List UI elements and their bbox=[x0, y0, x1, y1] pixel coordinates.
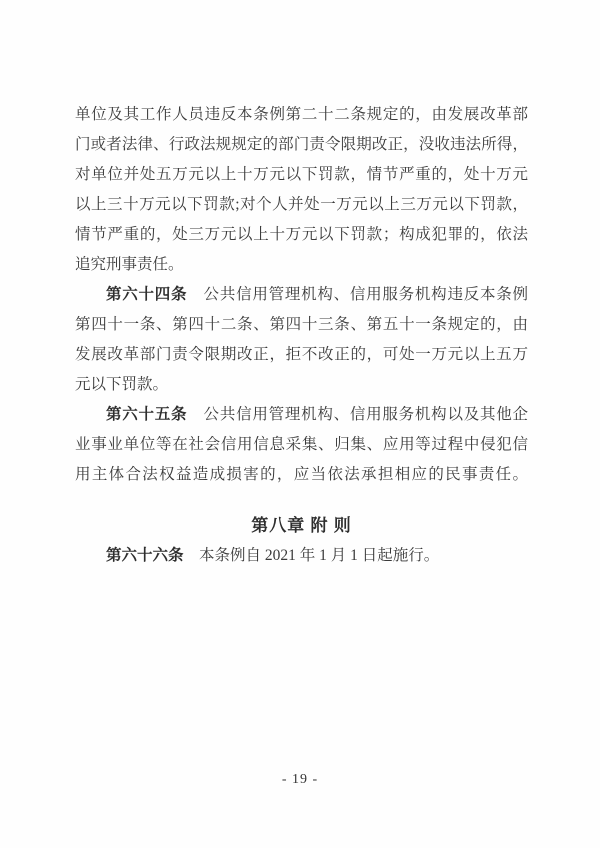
body-line: 元以下罚款。 bbox=[75, 376, 169, 393]
body-line: 以上三十万元以下罚款;对个人并处一万元以上三万元以下罚款， bbox=[75, 196, 528, 213]
body-line: 对单位并处五万元以上十万元以下罚款，情节严重的，处十万元 bbox=[75, 166, 528, 183]
body-line-text: 本条例自 2021 年 1 月 1 日起施行。 bbox=[183, 547, 440, 564]
body-line bbox=[75, 400, 528, 430]
article-number: 第六十六条 bbox=[106, 547, 184, 564]
body-line: 第四十一条、第四十二条、第四十三条、第五十一条规定的，由 bbox=[75, 316, 528, 333]
page-number: - 19 - bbox=[281, 772, 319, 787]
body-line bbox=[75, 541, 528, 571]
body-line: 门或者法律、行政法规规定的部门责令限期改正，没收违法所得， bbox=[75, 136, 528, 153]
body-line: 业事业单位等在社会信用信息采集、归集、应用等过程中侵犯信 bbox=[75, 436, 528, 453]
chapter-heading: 第八章 附 则 bbox=[251, 516, 352, 535]
body-line-text: 公共信用管理机构、信用服务机构以及其他企 bbox=[187, 406, 528, 423]
body-line bbox=[75, 280, 528, 310]
body-line: 用主体合法权益造成损害的，应当依法承担相应的民事责任。 bbox=[75, 466, 528, 483]
body-line: 发展改革部门责令限期改正，拒不改正的，可处一万元以上五万 bbox=[75, 346, 528, 363]
body-line: 单位及其工作人员违反本条例第二十二条规定的，由发展改革部 bbox=[75, 106, 528, 123]
body-line: 情节严重的，处三万元以上十万元以下罚款；构成犯罪的，依法 bbox=[75, 226, 528, 243]
document-body bbox=[75, 100, 528, 571]
article-number: 第六十四条 bbox=[106, 286, 188, 303]
body-line-text: 公共信用管理机构、信用服务机构违反本条例 bbox=[187, 286, 528, 303]
article-number: 第六十五条 bbox=[106, 406, 188, 423]
body-line: 追究刑事责任。 bbox=[75, 256, 184, 273]
